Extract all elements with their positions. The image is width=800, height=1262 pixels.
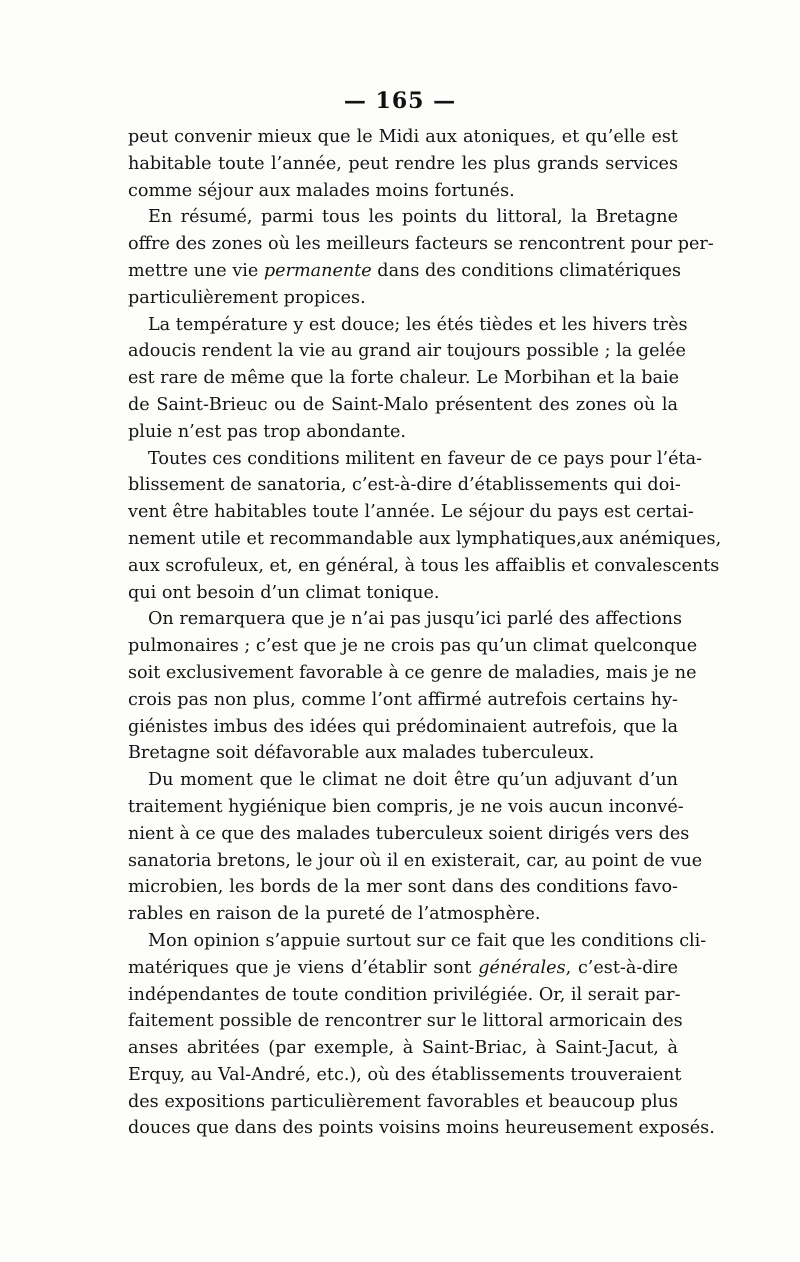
text-line: nement utile et recommandable aux lymphatiques,aux anémiques,	[128, 528, 722, 549]
text-line: microbien, les bords de la mer sont dans des conditions favo-	[128, 877, 678, 898]
text-line: La température y est douce; les étés tièdes et les hivers très	[148, 314, 688, 335]
text-line: mettre une vie permanente dans des conditions climatériques	[128, 260, 682, 281]
text-line: Du moment que le climat ne doit être qu’un adjuvant d’un	[148, 770, 678, 791]
body-text	[128, 124, 722, 1142]
text-line: peut convenir mieux que le Midi aux atoniques, et qu’elle est	[128, 127, 678, 147]
text-line: indépendantes de toute condition privilégiée. Or, il serait par-	[128, 984, 681, 1005]
text-line: vent être habitables toute l’année. Le séjour du pays est certai-	[128, 502, 694, 523]
text-line: traitement hygiénique bien compris, je ne vois aucun inconvé-	[128, 796, 684, 817]
text-line: Toutes ces conditions militent en faveur de ce pays pour l’éta-	[148, 448, 703, 469]
italic-word: permanente	[263, 260, 372, 281]
text-line: Bretagne soit défavorable aux malades tuberculeux.	[128, 743, 595, 764]
text-line: particulièrement propices.	[128, 287, 366, 308]
text-line: crois pas non plus, comme l’ont affirmé autrefois certains hy-	[128, 689, 678, 710]
text-line: rables en raison de la pureté de l’atmosphère.	[128, 904, 541, 925]
text-line: pluie n’est pas trop abondante.	[128, 421, 407, 442]
text-line: blissement de sanatoria, c’est-à-dire d’établissements qui doi-	[128, 475, 681, 496]
text-line: giénistes imbus des idées qui prédominaient autrefois, que la	[128, 716, 678, 737]
text-line: pulmonaires ; c’est que je ne crois pas qu’un climat quelconque	[128, 636, 698, 657]
text-line: habitable toute l’année, peut rendre les plus grands services	[128, 153, 678, 174]
text-line: offre des zones où les meilleurs facteurs se rencontrent pour per-	[128, 234, 714, 255]
italic-word: générales	[478, 957, 566, 978]
text-line: sanatoria bretons, le jour où il en existerait, car, au point de vue	[128, 850, 703, 871]
text-line: On remarquera que je n’ai pas jusqu’ici parlé des affections	[148, 609, 683, 630]
text-line: qui ont besoin d’un climat tonique.	[128, 582, 440, 603]
text-line: adoucis rendent la vie au grand air toujours possible ; la gelée	[128, 341, 686, 362]
text-line: Erquy, au Val-André, etc.), où des établissements trouveraient	[128, 1064, 682, 1085]
text-line: En résumé, parmi tous les points du littoral, la Bretagne	[148, 207, 678, 228]
text-line: soit exclusivement favorable à ce genre de maladies, mais je ne	[128, 662, 697, 683]
text-line: douces que dans des points voisins moins heureusement exposés.	[128, 1118, 715, 1139]
text-line: faitement possible de rencontrer sur le littoral armoricain des	[128, 1011, 683, 1032]
text-line: aux scrofuleux, et, en général, à tous les affaiblis et convalescents	[128, 555, 720, 576]
text-line: matériques que je viens d’établir sont générales, c’est-à-dire	[128, 957, 678, 978]
page-number: — 165 —	[343, 88, 457, 114]
text-line: de Saint-Brieuc ou de Saint-Malo présentent des zones où la	[128, 394, 678, 415]
text-line: est rare de même que la forte chaleur. Le Morbihan et la baie	[128, 368, 679, 389]
text-line: Mon opinion s’appuie surtout sur ce fait que les conditions cli-	[148, 930, 707, 951]
text-line: des expositions particulièrement favorables et beaucoup plus	[128, 1091, 678, 1112]
text-line: anses abritées (par exemple, à Saint-Briac, à Saint-Jacut, à	[128, 1038, 678, 1059]
text-line: comme séjour aux malades moins fortunés.	[128, 180, 515, 201]
text-line: nient à ce que des malades tuberculeux soient dirigés vers des	[128, 823, 690, 844]
